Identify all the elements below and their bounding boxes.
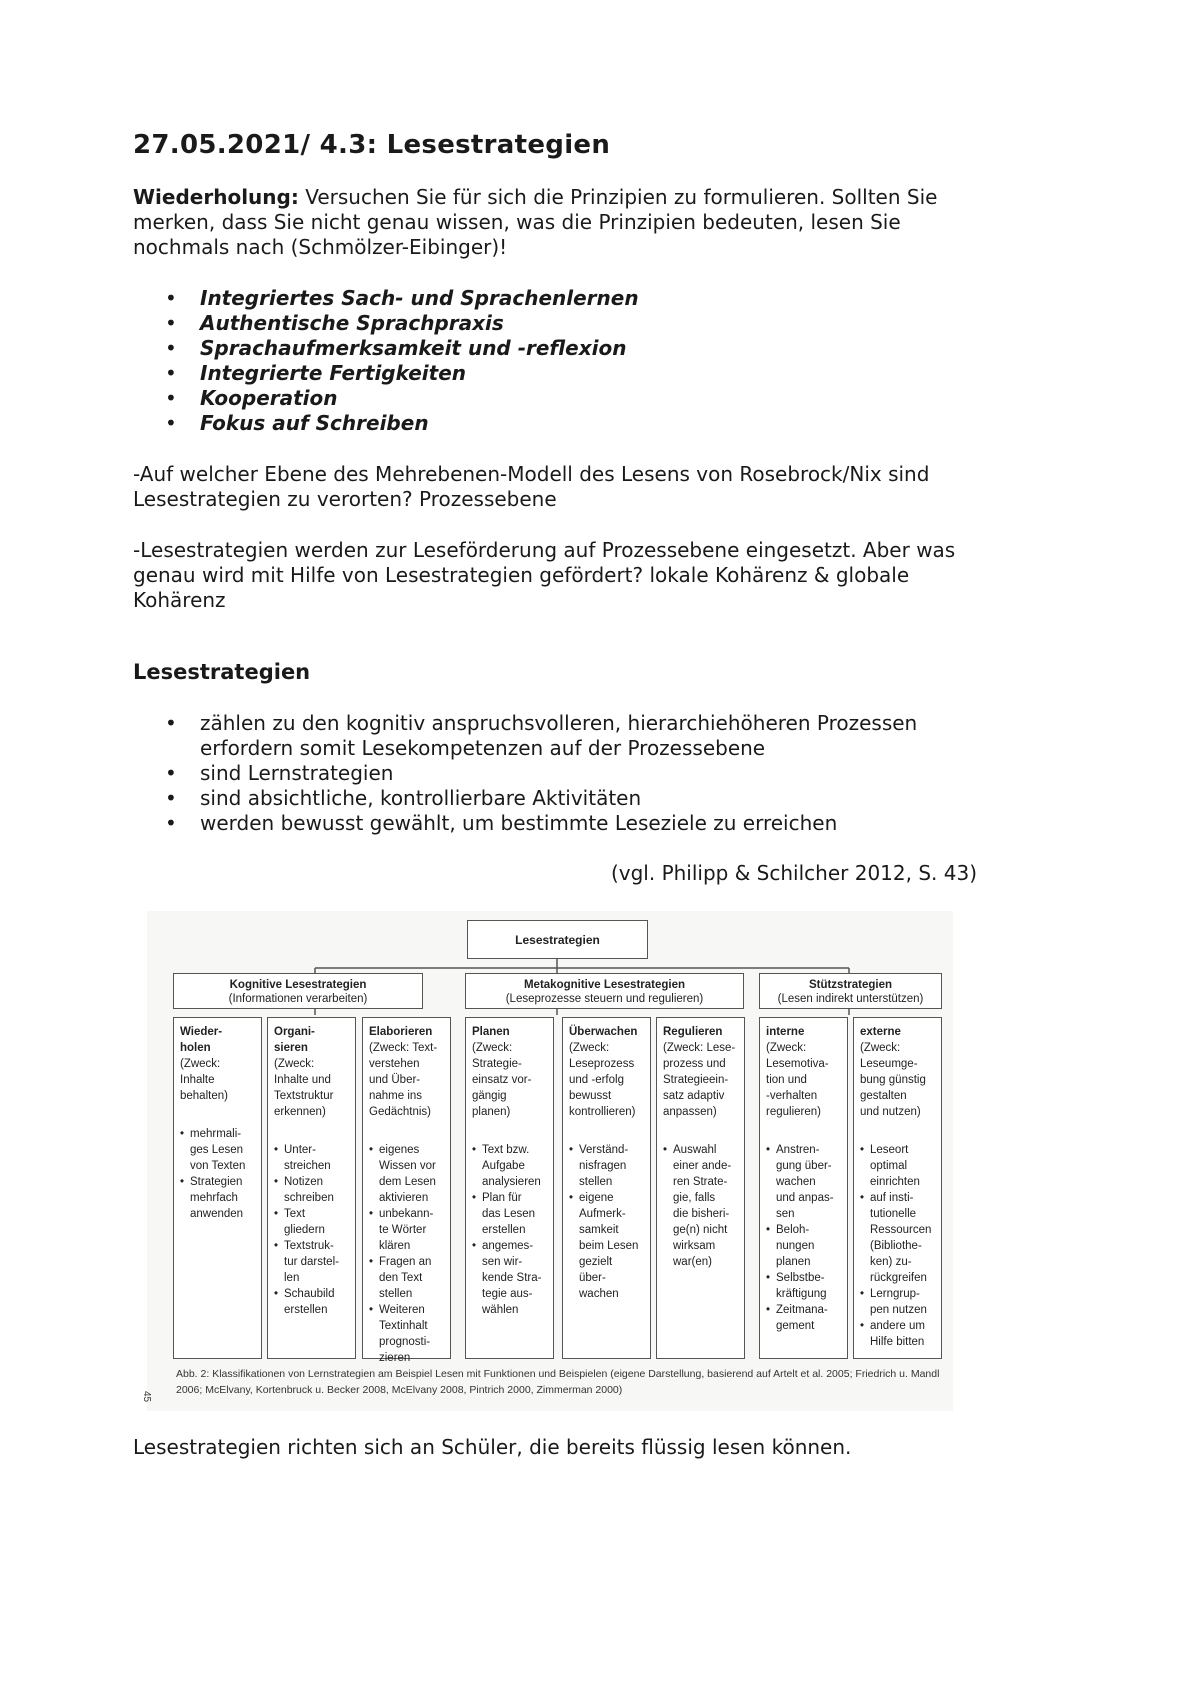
bullet-icon: • [165, 386, 177, 410]
group-kognitiv: Kognitive Lesestrategien (Informationen verarbeiten) [173, 973, 423, 1009]
column-examples [569, 1142, 646, 1302]
list-item: • Selbstbe- kräftigung [766, 1270, 843, 1302]
figure-caption: Abb. 2: Klassifikationen von Lernstrategien am Beispiel Lesen mit Funktionen und Beispielen (eigene Darstellung, basierend auf Artelt et al. 2005; Friedrich u. Mandl 2006; McElvany, Kortenbruck u. Becker 2008, McElvany 2008, Pintrich 2000, Zimmerman 2000) [176, 1368, 940, 1396]
list-item: • sind Lernstrategien [165, 761, 394, 785]
list-item: • Text bzw. Aufgabe analysieren [472, 1142, 549, 1190]
list-item: • Weiteren Textinhalt prognosti- zieren [369, 1302, 446, 1366]
wiederholung-paragraph [133, 185, 983, 260]
strategy-column [173, 1017, 262, 1359]
strategy-column [656, 1017, 745, 1359]
list-item: • auf insti- tutionelle Ressourcen (Bibliothe- ken) zu- rückgreifen [860, 1190, 937, 1286]
list-item: • werden bewusst gewählt, um bestimmte Leseziele zu erreichen [165, 811, 838, 835]
list-item: • unbekann- te Wörter klären [369, 1206, 446, 1254]
list-item: • Notizen schreiben [274, 1174, 351, 1206]
column-examples [766, 1142, 843, 1334]
bullet-icon: • [165, 761, 177, 785]
question-foerderung: -Lesestrategien werden zur Leseförderung auf Prozessebene eingesetzt. Aber was genau wird mit Hilfe von Lesestrategien gefördert? lokale Kohärenz & globale Kohärenz [133, 538, 956, 612]
column-purpose: (Zweck: Inhalte und Textstruktur erkennen) [274, 1058, 334, 1118]
column-purpose: (Zweck: Strategie- einsatz vor- gängig planen) [472, 1042, 532, 1118]
column-heading: Planen [472, 1026, 510, 1038]
column-examples [274, 1142, 351, 1318]
list-item: • angemes- sen wir- kende Stra- tegie aus- wählen [472, 1238, 549, 1318]
column-purpose: (Zweck: Lese- prozess und Strategieein- satz adaptiv anpassen) [663, 1042, 736, 1118]
list-item: • Schaubild erstellen [274, 1286, 351, 1318]
wiederholung-text: Versuchen Sie für sich die Prinzipien zu formulieren. Sollten Sie merken, dass Sie nicht genau wissen, was die Prinzipien bedeuten, lesen Sie nochmals nach (Schmölzer-Eibinger)! [133, 185, 938, 259]
bullet-icon: • [165, 411, 177, 435]
strategy-column [267, 1017, 356, 1359]
column-examples [472, 1142, 549, 1318]
strategy-column [759, 1017, 848, 1359]
column-examples [663, 1142, 740, 1270]
list-item: • Authentische Sprachpraxis [165, 311, 504, 335]
section-heading: Lesestrategien [133, 660, 311, 684]
column-heading: Elaborieren [369, 1026, 433, 1038]
group-stuetz: Stützstrategien (Lesen indirekt unterstützen) [759, 973, 942, 1009]
bullet-icon: • [165, 361, 177, 385]
list-item: • Integriertes Sach- und Sprachenlernen [165, 286, 639, 310]
list-item: • Verständ- nisfragen stellen [569, 1142, 646, 1190]
column-purpose: (Zweck: Inhalte behalten) [180, 1058, 228, 1102]
column-heading: Wieder- holen [180, 1026, 223, 1054]
bullet-icon: • [165, 786, 177, 810]
page-number: 45 [141, 1390, 153, 1403]
list-item: • eigene Aufmerk- samkeit beim Lesen gezielt über- wachen [569, 1190, 646, 1302]
strategy-column [465, 1017, 554, 1359]
column-purpose: (Zweck: Leseprozess und -erfolg bewusst kontrollieren) [569, 1042, 636, 1118]
column-examples [860, 1142, 937, 1350]
list-item: • mehrmali- ges Lesen von Texten [180, 1126, 257, 1174]
citation: (vgl. Philipp & Schilcher 2012, S. 43) [610, 861, 977, 885]
column-heading: Regulieren [663, 1026, 723, 1038]
list-item: • eigenes Wissen vor dem Lesen aktivieren [369, 1142, 446, 1206]
bullet-icon: • [165, 811, 177, 835]
list-item-continuation: erfordern somit Lesekompetenzen auf der Prozessebene [200, 736, 766, 760]
column-purpose: (Zweck: Leseumge- bung günstig gestalten und nutzen) [860, 1042, 926, 1118]
list-item: • Zeitmana- gement [766, 1302, 843, 1334]
list-item: • Textstruk- tur darstel- len [274, 1238, 351, 1286]
closing-note: Lesestrategien richten sich an Schüler, die bereits flüssig lesen können. [133, 1435, 852, 1459]
list-item: • Lerngrup- pen nutzen [860, 1286, 937, 1318]
list-item: • Plan für das Lesen erstellen [472, 1190, 549, 1238]
column-heading: Organi- sieren [274, 1026, 315, 1054]
column-examples [369, 1142, 446, 1366]
column-heading: Überwachen [569, 1026, 638, 1038]
list-item: • Sprachaufmerksamkeit und -reflexion [165, 336, 627, 360]
list-item: • Strategien mehrfach anwenden [180, 1174, 257, 1222]
list-item: • sind absichtliche, kontrollierbare Aktivitäten [165, 786, 642, 810]
bullet-icon: • [165, 311, 177, 335]
list-item: • Fragen an den Text stellen [369, 1254, 446, 1302]
bullet-icon: • [165, 711, 177, 735]
strategy-column [562, 1017, 651, 1359]
principles-list [165, 286, 639, 436]
strategy-column [853, 1017, 942, 1359]
list-item: • Unter- streichen [274, 1142, 351, 1174]
strategy-diagram [141, 911, 953, 1411]
page-title: 27.05.2021/ 4.3: Lesestrategien [133, 130, 611, 160]
list-item: • Beloh- nungen planen [766, 1222, 843, 1270]
diagram-root-box: Lesestrategien [467, 920, 648, 959]
bullet-icon: • [165, 286, 177, 310]
column-examples [180, 1126, 257, 1222]
list-item: • zählen zu den kognitiv anspruchsvolleren, hierarchiehöheren Prozessen [165, 711, 918, 735]
column-heading: interne [766, 1026, 805, 1038]
column-heading: externe [860, 1026, 901, 1038]
group-metakognitiv: Metakognitive Lesestrategien (Leseprozesse steuern und regulieren) [465, 973, 744, 1009]
strategy-column [362, 1017, 451, 1364]
list-item: • Kooperation [165, 386, 338, 410]
list-item: • Anstren- gung über- wachen und anpas- sen [766, 1142, 843, 1222]
bullet-icon: • [165, 336, 177, 360]
list-item: • Auswahl einer ande- ren Strate- gie, falls die bisheri- ge(n) nicht wirksam war(en) [663, 1142, 740, 1270]
list-item: • Integrierte Fertigkeiten [165, 361, 466, 385]
list-item: • andere um Hilfe bitten [860, 1318, 937, 1350]
wiederholung-label: Wiederholung: [133, 185, 299, 209]
list-item: • Fokus auf Schreiben [165, 411, 429, 435]
column-purpose: (Zweck: Lesemotiva- tion und -verhalten regulieren) [766, 1042, 829, 1118]
question-ebene: -Auf welcher Ebene des Mehrebenen-Modell des Lesens von Rosebrock/Nix sind Lesestrategien zu verorten? Prozessebene [133, 462, 930, 511]
features-list [165, 711, 917, 836]
list-item: • Text gliedern [274, 1206, 351, 1238]
list-item: • Leseort optimal einrichten [860, 1142, 937, 1190]
column-purpose: (Zweck: Text- verstehen und Über- nahme ins Gedächtnis) [369, 1042, 438, 1118]
